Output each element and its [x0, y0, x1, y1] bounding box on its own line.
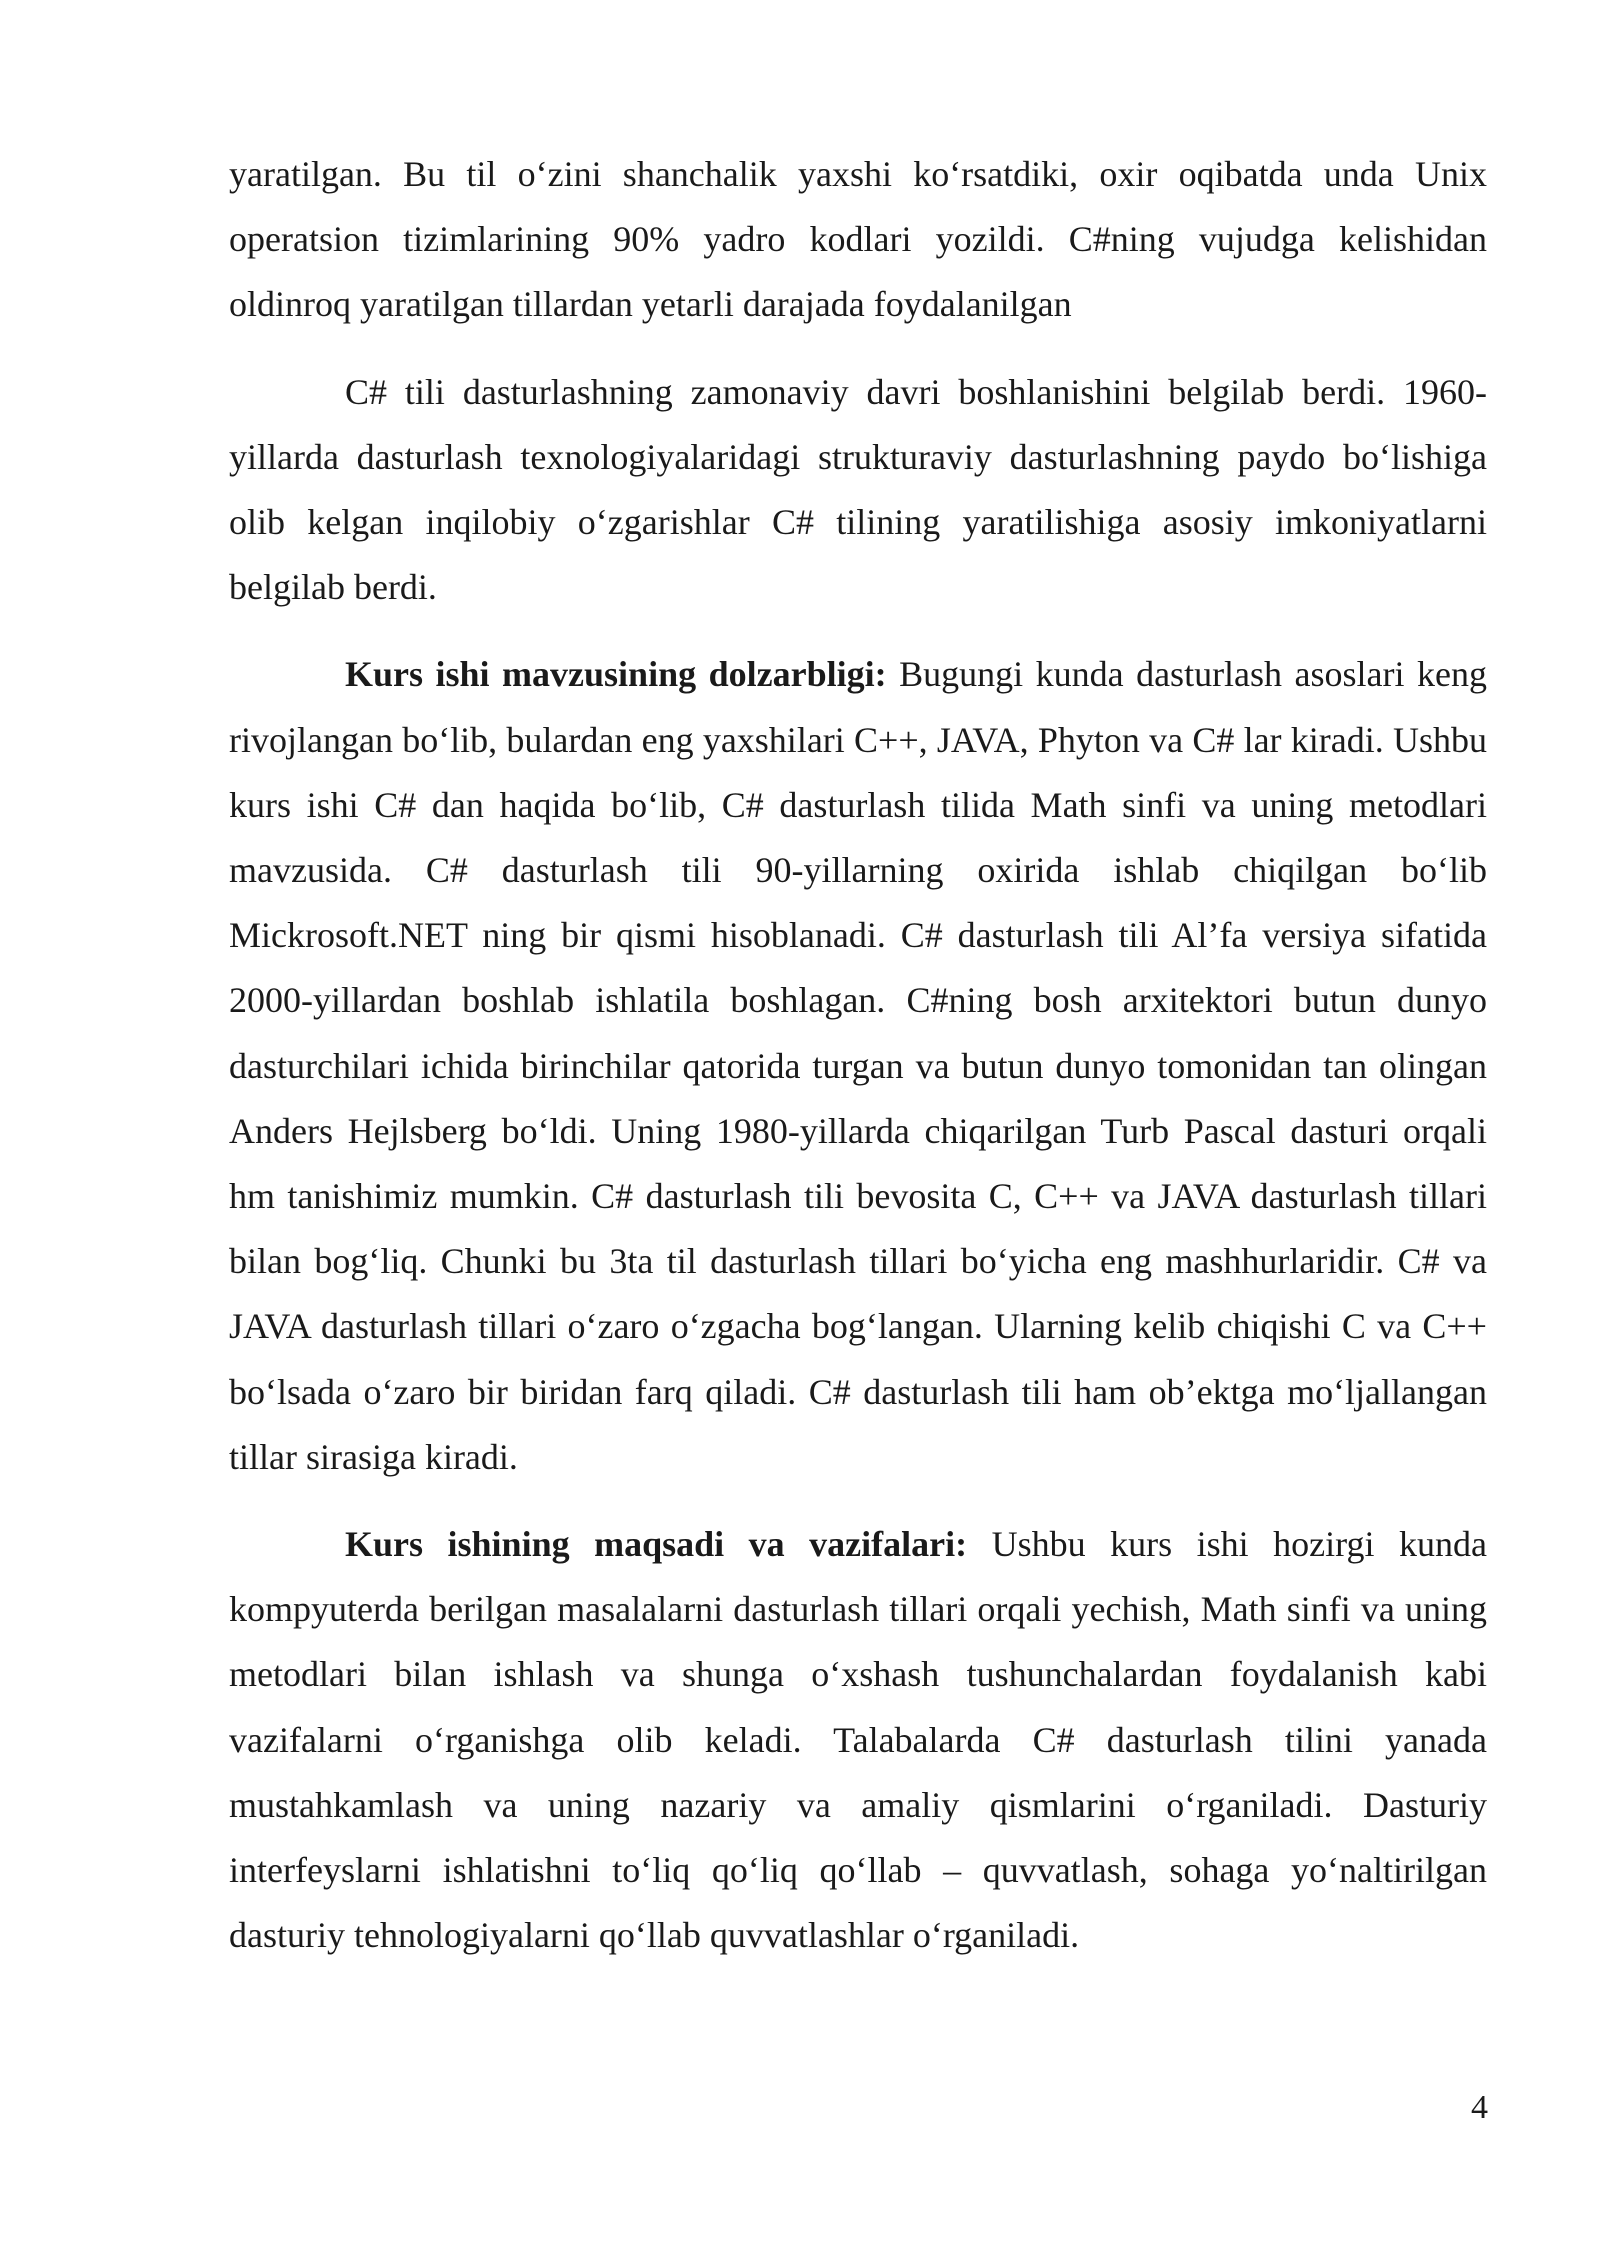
- paragraph-csharp-era: [229, 360, 1487, 621]
- paragraph-heading: Kurs ishining maqsadi va vazifalari:: [345, 1524, 968, 1565]
- paragraph-goals: [229, 1512, 1487, 1968]
- page-number: 4: [1471, 2089, 1488, 2126]
- paragraph-text: yaratilgan. Bu til o‘zini shanchalik yaxshi ko‘rsatdiki, oxir oqibatda unda Unix operatsion tizimlarining 90% yadro kodlari yozildi. C#ning vujudga kelishidan oldinroq yaratilgan tillardan yetarli darajada foydalanilgan: [229, 154, 1487, 325]
- paragraph-text: Ushbu kurs ishi hozirgi kunda kompyuterda berilgan masalalarni dasturlash tillari orqali yechish, Math sinfi va uning metodlari bilan ishlash va shunga o‘xshash tushunchalardan foydalanish kabi vazifalarni o‘rganishga olib keladi. Talabalarda C# dasturlash tilini yanada mustahkamlash va uning nazariy va amaliy qismlarini o‘rganiladi. Dasturiy interfeyslarni ishlatishni to‘liq qo‘liq qo‘llab – quvvatlash, sohaga yo‘naltirilgan dasturiy tehnologiyalarni qo‘llab quvvatlashlar o‘rganiladi.: [229, 1524, 1487, 1956]
- document-body: [229, 142, 1487, 1968]
- paragraph-text: C# tili dasturlashning zamonaviy davri boshlanishini belgilab berdi. 1960-yillarda dasturlash texnologiyalaridagi strukturaviy dasturlashning paydo bo‘lishiga olib kelgan inqilobiy o‘zgarishlar C# tilining yaratilishiga asosiy imkoniyatlarni belgilab berdi.: [229, 371, 1487, 608]
- paragraph-continuation: [229, 142, 1487, 338]
- paragraph-text: Bugungi kunda dasturlash asoslari keng rivojlangan bo‘lib, bulardan eng yaxshilari C++, JAVA, Phyton va C# lar kiradi. Ushbu kurs ishi C# dan haqida bo‘lib, C# dasturlash tilida Math sinfi va uning metodlari mavzusida. C# dasturlash tili 90-yillarning oxirida ishlab chiqilgan bo‘lib Mickrosoft.NET ning bir qismi hisoblanadi. C# dasturlash tili Al’fa versiya sifatida 2000-yillardan boshlab ishlatila boshlagan. C#ning bosh arxitektori butun dunyo dasturchilari ichida birinchilar qatorida turgan va butun dunyo tomonidan tan olingan Anders Hejlsberg bo‘ldi. Uning 1980-yillarda chiqarilgan Turb Pascal dasturi orqali hm tanishimiz mumkin. C# dasturlash tili bevosita C, C++ va JAVA dasturlash tillari bilan bog‘liq. Chunki bu 3ta til dasturlash tillari bo‘yicha eng mashhurlaridir. C# va JAVA dasturlash tillari o‘zaro o‘zgacha bog‘langan. Ularning kelib chiqishi C va C++ bo‘lsada o‘zaro bir biridan farq qiladi. C# dasturlash tili ham ob’ektga mo‘ljallangan tillar sirasiga kiradi.: [229, 654, 1487, 1477]
- paragraph-relevance: [229, 642, 1487, 1490]
- paragraph-heading: Kurs ishi mavzusining dolzarbligi:: [345, 654, 887, 695]
